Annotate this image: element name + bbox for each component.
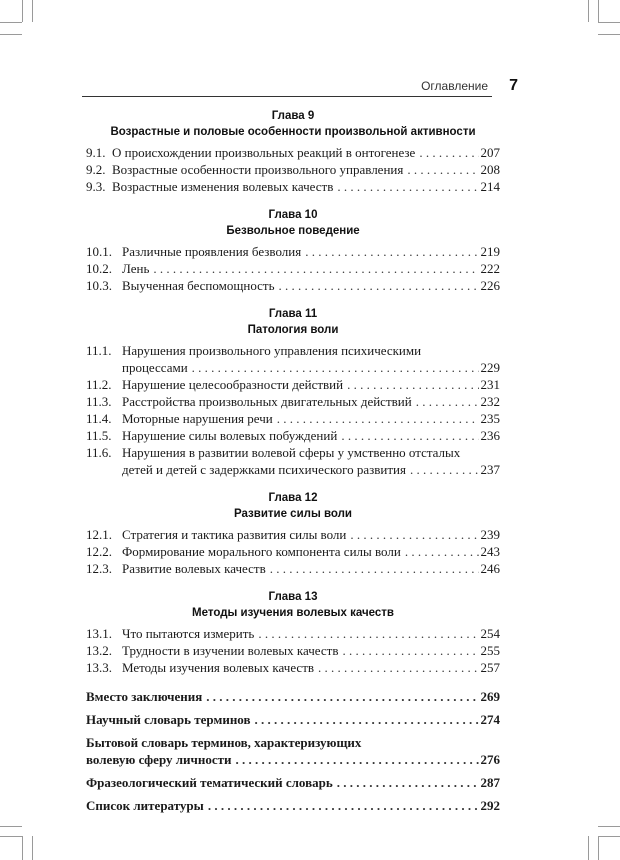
entry-number: 11.5.	[86, 428, 112, 443]
leader-dots	[419, 144, 478, 161]
leader-dots	[337, 178, 478, 195]
entry-number: 11.1.	[86, 343, 112, 358]
entry-body	[122, 526, 500, 543]
entry-page: 243	[480, 544, 500, 559]
entry-line	[122, 461, 500, 478]
chapter-section	[86, 490, 500, 577]
leader-dots	[318, 659, 478, 676]
entry-body	[122, 393, 500, 410]
entry-body	[122, 427, 500, 444]
leader-dots	[405, 543, 479, 560]
entry-page: 226	[480, 278, 500, 293]
chapter-title: Развитие силы воли	[233, 508, 353, 520]
page-number: 7	[509, 77, 518, 94]
entry-line	[122, 393, 500, 410]
entry-body	[122, 410, 500, 427]
entry-list	[86, 342, 500, 478]
toc-entry[interactable]	[86, 642, 500, 659]
entry-page: 236	[480, 428, 500, 443]
crop-mark	[598, 826, 620, 827]
entry-page: 235	[480, 411, 500, 426]
chapter-heading	[86, 490, 500, 522]
leader-dots	[337, 774, 479, 791]
crop-mark	[0, 836, 22, 837]
entry-title: О происхождении произвольных реакций в онтогенезе	[112, 145, 416, 160]
entry-number: 12.1.	[86, 527, 112, 542]
entry-line	[86, 774, 500, 791]
entry-page: 231	[480, 377, 500, 392]
entry-line	[86, 688, 500, 705]
entry-line	[122, 625, 500, 642]
entry-line	[122, 376, 500, 393]
crop-mark	[32, 0, 33, 22]
entry-title: Стратегия и тактика развития силы воли	[122, 527, 347, 542]
entry-page: 219	[480, 244, 500, 259]
chapter-title: Методы изучения волевых качеств	[192, 607, 394, 619]
entry-title: Бытовой словарь терминов, характеризующих	[86, 735, 362, 750]
entry-number: 10.2.	[86, 261, 112, 276]
entry-body	[122, 243, 500, 260]
leader-dots	[410, 461, 479, 478]
toc-entry[interactable]	[86, 178, 500, 195]
toc-entry[interactable]	[86, 393, 500, 410]
entry-line	[112, 144, 500, 161]
crop-mark	[598, 836, 620, 837]
crop-mark	[0, 826, 22, 827]
crop-mark	[32, 836, 33, 860]
leader-dots	[206, 688, 478, 705]
entry-title: Трудности в изучении волевых качеств	[122, 643, 339, 658]
entry-body	[122, 376, 500, 393]
back-matter-entry[interactable]	[86, 734, 500, 768]
entry-page: 276	[480, 752, 500, 767]
chapter-heading	[86, 207, 500, 239]
entry-title: детей и детей с задержками психического развития	[122, 462, 406, 477]
leader-dots	[192, 359, 479, 376]
entry-page: 207	[480, 145, 500, 160]
crop-mark	[0, 22, 22, 23]
entry-page: 274	[480, 712, 500, 727]
crop-mark	[598, 836, 599, 860]
entry-line	[122, 543, 500, 560]
entry-line	[122, 243, 500, 260]
toc-entry[interactable]	[86, 243, 500, 260]
entry-title: Вместо заключения	[86, 689, 203, 704]
chapter-section	[86, 108, 500, 195]
entry-number: 9.1.	[86, 145, 106, 160]
toc-entry[interactable]	[86, 410, 500, 427]
entry-number: 10.3.	[86, 278, 112, 293]
entry-title: Расстройства произвольных двигательных действий	[122, 394, 412, 409]
entry-title: Что пытаются измерить	[122, 626, 255, 641]
entry-number: 11.3.	[86, 394, 112, 409]
entry-title: Формирование морального компонента силы воли	[122, 544, 401, 559]
leader-dots	[270, 560, 479, 577]
entry-page: 269	[480, 689, 500, 704]
toc-entry[interactable]	[86, 427, 500, 444]
entry-title: Возрастные особенности произвольного управления	[112, 162, 404, 177]
leader-dots	[258, 625, 478, 642]
back-matter-entry[interactable]	[86, 711, 500, 728]
entry-title: Возрастные изменения волевых качеств	[112, 179, 334, 194]
entry-page: 246	[480, 561, 500, 576]
entry-page: 214	[480, 179, 500, 194]
toc-entry[interactable]	[86, 625, 500, 642]
crop-mark	[598, 34, 620, 35]
entry-line	[86, 751, 500, 768]
entry-body	[122, 560, 500, 577]
entry-body	[86, 774, 500, 791]
entry-body	[86, 711, 500, 728]
header-rule	[82, 96, 492, 97]
entry-list	[86, 526, 500, 577]
entry-page: 254	[480, 626, 500, 641]
leader-dots	[347, 376, 478, 393]
back-matter-entry[interactable]	[86, 688, 500, 705]
leader-dots	[236, 751, 479, 768]
entry-body	[86, 797, 500, 814]
crop-mark	[598, 22, 620, 23]
entry-line	[122, 526, 500, 543]
entry-number: 10.1.	[86, 244, 112, 259]
entry-number: 11.2.	[86, 377, 112, 392]
entry-body	[112, 178, 500, 195]
entry-body	[122, 260, 500, 277]
entry-number: 13.1.	[86, 626, 112, 641]
entry-page: 292	[480, 798, 500, 813]
entry-title: Лень	[122, 261, 150, 276]
entry-page: 208	[480, 162, 500, 177]
chapter-section	[86, 589, 500, 676]
crop-mark	[22, 836, 23, 860]
entry-page: 255	[480, 643, 500, 658]
leader-dots	[255, 711, 479, 728]
chapter-label: Глава 12	[268, 492, 318, 504]
entry-number: 12.3.	[86, 561, 112, 576]
chapter-label: Глава 9	[271, 110, 315, 122]
entry-title: Развитие волевых качеств	[122, 561, 266, 576]
leader-dots	[343, 642, 479, 659]
chapter-section	[86, 207, 500, 294]
toc-entry[interactable]	[86, 543, 500, 560]
entry-body	[112, 144, 500, 161]
entry-page: 232	[480, 394, 500, 409]
entry-line	[122, 342, 500, 359]
crop-mark	[0, 34, 22, 35]
entry-title: Различные проявления безволия	[122, 244, 302, 259]
chapter-label: Глава 11	[268, 308, 318, 320]
entry-line	[122, 427, 500, 444]
back-matter	[86, 688, 500, 814]
chapter-title: Возрастные и половые особенности произвольной активности	[110, 126, 476, 138]
entry-body	[122, 342, 500, 376]
entry-title: Моторные нарушения речи	[122, 411, 273, 426]
leader-dots	[341, 427, 478, 444]
entry-line	[122, 642, 500, 659]
entry-list	[86, 144, 500, 195]
entry-line	[122, 444, 500, 461]
entry-line	[86, 797, 500, 814]
crop-mark	[588, 0, 589, 22]
entry-list	[86, 625, 500, 676]
entry-number: 11.4.	[86, 411, 112, 426]
entry-body	[122, 625, 500, 642]
chapter-title: Безвольное поведение	[226, 225, 360, 237]
chapter-title: Патология воли	[247, 324, 339, 336]
entry-title: Методы изучения волевых качеств	[122, 660, 315, 675]
entry-line	[122, 659, 500, 676]
entry-number: 9.3.	[86, 179, 106, 194]
entry-body	[112, 161, 500, 178]
toc-entry[interactable]	[86, 560, 500, 577]
entry-line	[122, 560, 500, 577]
chapter-heading	[86, 589, 500, 621]
entry-title: Нарушение силы волевых побуждений	[122, 428, 338, 443]
toc-entry[interactable]	[86, 444, 500, 478]
toc-entry[interactable]	[86, 277, 500, 294]
entry-body	[122, 642, 500, 659]
toc-entry[interactable]	[86, 376, 500, 393]
leader-dots	[153, 260, 478, 277]
entry-line	[86, 711, 500, 728]
crop-mark	[588, 836, 589, 860]
toc-entry[interactable]	[86, 526, 500, 543]
entry-page: 222	[480, 261, 500, 276]
entry-body	[86, 734, 500, 768]
entry-number: 13.3.	[86, 660, 112, 675]
chapter-label: Глава 10	[268, 209, 318, 221]
entry-page: 229	[480, 360, 500, 375]
entry-line	[122, 410, 500, 427]
toc-entry[interactable]	[86, 342, 500, 376]
running-head-title: Оглавление	[421, 79, 488, 93]
entry-line	[86, 734, 500, 751]
leader-dots	[208, 797, 479, 814]
entry-page: 239	[480, 527, 500, 542]
entry-title: Научный словарь терминов	[86, 712, 251, 727]
entry-title: Нарушения в развитии волевой сферы у умственно отсталых	[122, 445, 461, 460]
entry-number: 11.6.	[86, 445, 112, 460]
entry-page: 257	[480, 660, 500, 675]
entry-body	[122, 444, 500, 478]
entry-body	[122, 659, 500, 676]
toc-entry[interactable]	[86, 144, 500, 161]
leader-dots	[407, 161, 478, 178]
entry-line	[122, 260, 500, 277]
entry-line	[122, 359, 500, 376]
entry-title: Нарушения произвольного управления психическими	[122, 343, 422, 358]
entry-title: Список литературы	[86, 798, 204, 813]
entry-body	[122, 277, 500, 294]
entry-list	[86, 243, 500, 294]
leader-dots	[277, 410, 479, 427]
chapter-heading	[86, 108, 500, 140]
entry-title: волевую сферу личности	[86, 752, 232, 767]
running-head	[82, 78, 528, 98]
leader-dots	[416, 393, 479, 410]
crop-mark	[598, 0, 599, 22]
entry-title: Фразеологический тематический словарь	[86, 775, 333, 790]
entry-page: 237	[480, 462, 500, 477]
entry-line	[112, 161, 500, 178]
entry-page: 287	[480, 775, 500, 790]
leader-dots	[279, 277, 479, 294]
entry-line	[112, 178, 500, 195]
back-matter-entry[interactable]	[86, 797, 500, 814]
toc-entry[interactable]	[86, 260, 500, 277]
chapter-section	[86, 306, 500, 478]
entry-title: Нарушение целесообразности действий	[122, 377, 344, 392]
toc-entry[interactable]	[86, 659, 500, 676]
entry-number: 9.2.	[86, 162, 106, 177]
toc-entry[interactable]	[86, 161, 500, 178]
chapter-heading	[86, 306, 500, 338]
entry-body	[86, 688, 500, 705]
leader-dots	[305, 243, 478, 260]
entry-title: Выученная беспомощность	[122, 278, 275, 293]
crop-mark	[22, 0, 23, 22]
entry-title: процессами	[122, 360, 188, 375]
chapter-label: Глава 13	[268, 591, 318, 603]
entry-line	[122, 277, 500, 294]
back-matter-entry[interactable]	[86, 774, 500, 791]
table-of-contents	[86, 108, 500, 820]
entry-number: 13.2.	[86, 643, 112, 658]
entry-number: 12.2.	[86, 544, 112, 559]
entry-body	[122, 543, 500, 560]
leader-dots	[350, 526, 478, 543]
